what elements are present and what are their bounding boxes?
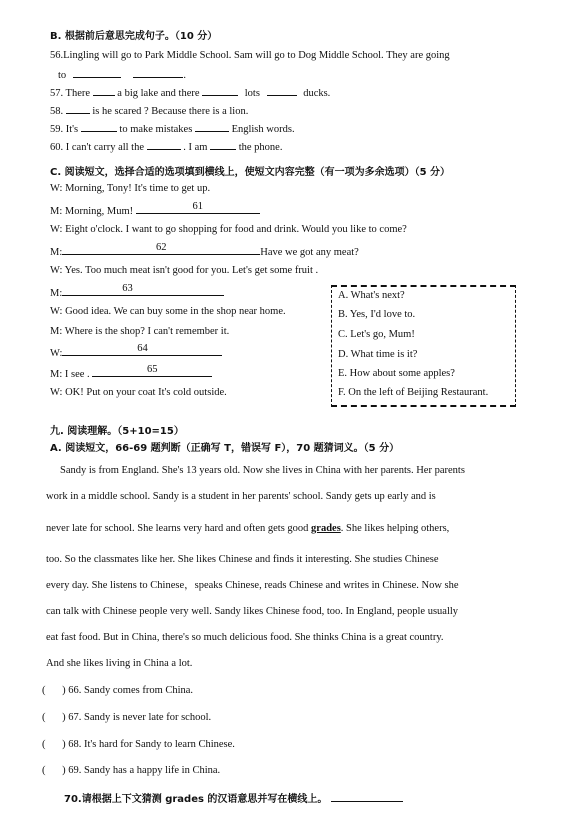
- section-c-heading: C. 阅读短文，选择合适的选项填到横线上，使短文内容完整（有一项为多余选项）（5 分）: [50, 167, 451, 178]
- dialog-line: M: Morning, Mum! 61: [50, 203, 260, 219]
- answer-blank[interactable]: [202, 85, 238, 96]
- answer-blank[interactable]: [93, 85, 115, 96]
- answer-paren[interactable]: (: [42, 765, 46, 776]
- question-56-line1: 56.Lingling will go to Park Middle School. Sam will go to Dog Middle School. They are going: [50, 50, 450, 61]
- passage-line: work in a middle school. Sandy is a student in her parents' school. Sandy gets up early and is: [46, 491, 436, 502]
- answer-paren[interactable]: (: [42, 712, 46, 723]
- answer-blank-61[interactable]: 61: [136, 203, 260, 214]
- option-e: E. How about some apples?: [338, 368, 455, 379]
- passage-line: too. So the classmates like her. She likes Chinese and finds it interesting. She studies Chinese: [46, 554, 439, 565]
- question-66: ( ) 66. Sandy comes from China.: [42, 685, 194, 696]
- dialog-line: W: OK! Put on your coat It's cold outside.: [50, 387, 227, 398]
- answer-blank[interactable]: [267, 85, 297, 96]
- question-68: ( ) 68. It's hard for Sandy to learn Chinese.: [42, 739, 235, 750]
- question-58: 58. is he scared ? Because there is a lion.: [50, 103, 248, 119]
- dialog-line: W: 64: [50, 345, 222, 361]
- question-59: 59. It's to make mistakes English words.: [50, 121, 295, 137]
- option-a: A. What's next?: [338, 290, 405, 301]
- answer-blank-70[interactable]: [331, 791, 403, 802]
- dialog-line: W: Yes. Too much meat isn't good for you. Let's get some fruit .: [50, 265, 319, 276]
- passage-line: eat fast food. But in China, there's so much delicious food. She thinks China is a great country.: [46, 632, 444, 643]
- passage-line: can talk with Chinese people very well. Sandy likes Chinese food, too. In England, people usually: [46, 606, 459, 617]
- dialog-line: M: 63: [50, 285, 224, 301]
- answer-blank[interactable]: [147, 139, 181, 150]
- question-56-line2: to .: [58, 67, 186, 83]
- answer-blank[interactable]: [133, 67, 183, 78]
- dialog-line: M: I see . 65: [50, 366, 212, 382]
- question-67: ( ) 67. Sandy is never late for school.: [42, 712, 212, 723]
- dialog-line: M: Where is the shop? I can't remember it.: [50, 326, 230, 337]
- answer-blank-62[interactable]: 62: [62, 244, 260, 255]
- answer-blank[interactable]: [73, 67, 121, 78]
- option-b: B. Yes, I'd love to.: [338, 309, 416, 320]
- dialog-line: W: Eight o'clock. I want to go shopping for food and drink. Would you like to come?: [50, 224, 407, 235]
- passage-line: never late for school. She learns very hard and often gets good grades. She likes helping others,: [46, 523, 450, 534]
- section-9-heading: 九. 阅读理解。（5+10=15）: [50, 426, 184, 437]
- answer-blank-65[interactable]: 65: [92, 366, 212, 377]
- question-57: 57. There a big lake and there lots ducks.: [50, 85, 330, 101]
- dialog-line: M: 62 Have we got any meat?: [50, 242, 359, 258]
- passage-line: Sandy is from England. She's 13 years old. Now she lives in China with her parents. Her parents: [60, 465, 465, 476]
- option-c: C. Let's go, Mum!: [338, 329, 415, 340]
- question-60: 60. I can't carry all the . I am the phone.: [50, 139, 282, 155]
- underlined-word-grades: grades: [311, 523, 341, 534]
- question-70: 70.请根据上下文猜测 grades 的汉语意思并写在横线上。: [64, 791, 403, 807]
- dialog-line: W: Morning, Tony! It's time to get up.: [50, 183, 211, 194]
- options-box: [331, 285, 516, 407]
- passage-line: every day. She listens to Chinese，speaks Chinese, reads Chinese and writes in Chinese. Now she: [46, 580, 459, 591]
- answer-blank[interactable]: [81, 121, 117, 132]
- answer-blank[interactable]: [195, 121, 229, 132]
- answer-paren[interactable]: (: [42, 739, 46, 750]
- answer-blank[interactable]: [66, 103, 90, 114]
- section-b-heading: B. 根据前后意思完成句子。（10 分）: [50, 31, 218, 42]
- section-9a-subheading: A. 阅读短文，66-69 题判断（正确写 T，错误写 F），70 题猜词义。（5 分）: [50, 443, 400, 454]
- answer-blank-64[interactable]: 64: [62, 345, 222, 356]
- question-69: ( ) 69. Sandy has a happy life in China.: [42, 765, 221, 776]
- option-f: F. On the left of Beijing Restaurant.: [338, 387, 489, 398]
- answer-blank-63[interactable]: 63: [62, 285, 224, 296]
- dialog-line: W: Good idea. We can buy some in the shop near home.: [50, 306, 286, 317]
- passage-line: And she likes living in China a lot.: [46, 658, 193, 669]
- answer-blank[interactable]: [210, 139, 236, 150]
- option-d: D. What time is it?: [338, 349, 418, 360]
- answer-paren[interactable]: (: [42, 685, 46, 696]
